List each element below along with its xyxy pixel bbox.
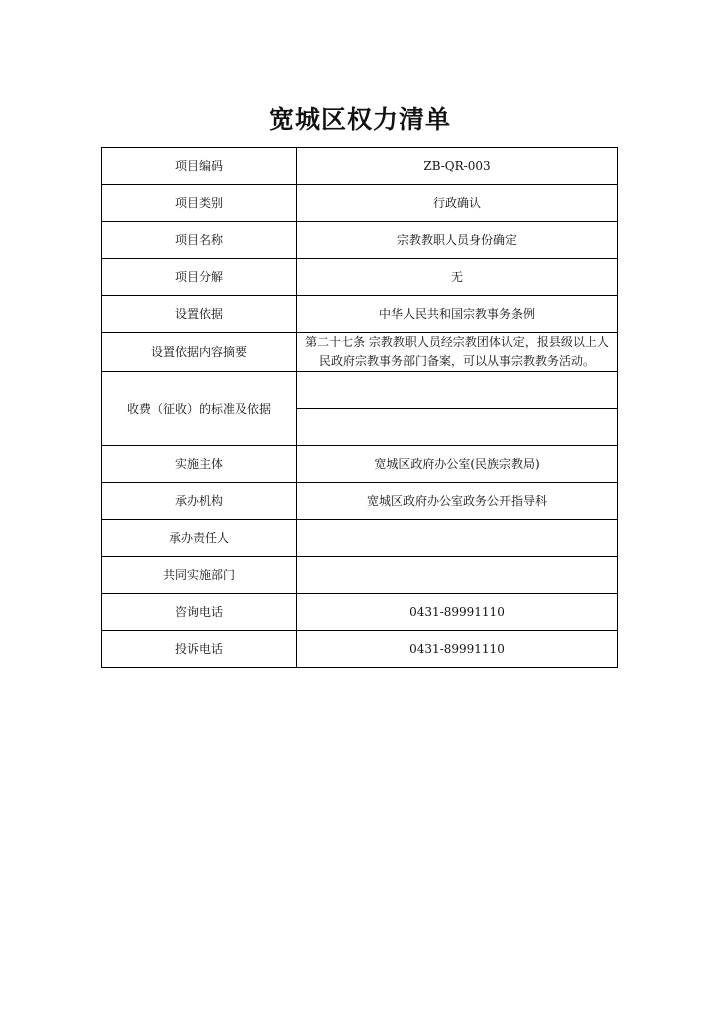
- row-label: 实施主体: [102, 446, 297, 483]
- row-value: [297, 520, 618, 557]
- row-label: 项目分解: [102, 259, 297, 296]
- row-label: 承办责任人: [102, 520, 297, 557]
- table-row: [102, 520, 618, 557]
- table-row: [102, 148, 618, 185]
- row-value: 宽城区政府办公室(民族宗教局): [297, 446, 618, 483]
- row-label: 承办机构: [102, 483, 297, 520]
- row-label: 设置依据内容摘要: [102, 333, 297, 372]
- row-label: 收费（征收）的标准及依据: [102, 372, 297, 446]
- page-title: 宽城区权力清单: [268, 105, 451, 134]
- row-label: 投诉电话: [102, 631, 297, 668]
- summary-line-1: 第二十七条 宗教教职人员经宗教团体认定，报县级以上人: [305, 335, 609, 349]
- row-label: 共同实施部门: [102, 557, 297, 594]
- row-value: 宽城区政府办公室政务公开指导科: [297, 483, 618, 520]
- table-row: [102, 446, 618, 483]
- table-row: [102, 333, 618, 372]
- table-row: [102, 594, 618, 631]
- table-row: [102, 557, 618, 594]
- summary-line-2: 民政府宗教事务部门备案，可以从事宗教教务活动。: [318, 354, 595, 368]
- row-label: 项目类别: [102, 185, 297, 222]
- row-value: [297, 557, 618, 594]
- power-list-table: [101, 147, 618, 668]
- table-row: [102, 631, 618, 668]
- row-value: 行政确认: [297, 185, 618, 222]
- row-label: 设置依据: [102, 296, 297, 333]
- row-label: 咨询电话: [102, 594, 297, 631]
- table-row: [102, 185, 618, 222]
- row-value: 中华人民共和国宗教事务条例: [297, 296, 618, 333]
- table-row: [102, 222, 618, 259]
- row-label: 项目编码: [102, 148, 297, 185]
- table-row: [102, 372, 618, 409]
- table-row: [102, 259, 618, 296]
- row-value: 0431-89991110: [297, 631, 618, 668]
- row-value: 无: [297, 259, 618, 296]
- row-value-summary: [297, 333, 618, 372]
- row-value-fee-b: [297, 409, 618, 446]
- row-value-fee-a: [297, 372, 618, 409]
- row-value: 0431-89991110: [297, 594, 618, 631]
- table-row: [102, 483, 618, 520]
- row-label: 项目名称: [102, 222, 297, 259]
- table-row: [102, 296, 618, 333]
- row-value: ZB-QR-003: [297, 148, 618, 185]
- row-value: 宗教教职人员身份确定: [297, 222, 618, 259]
